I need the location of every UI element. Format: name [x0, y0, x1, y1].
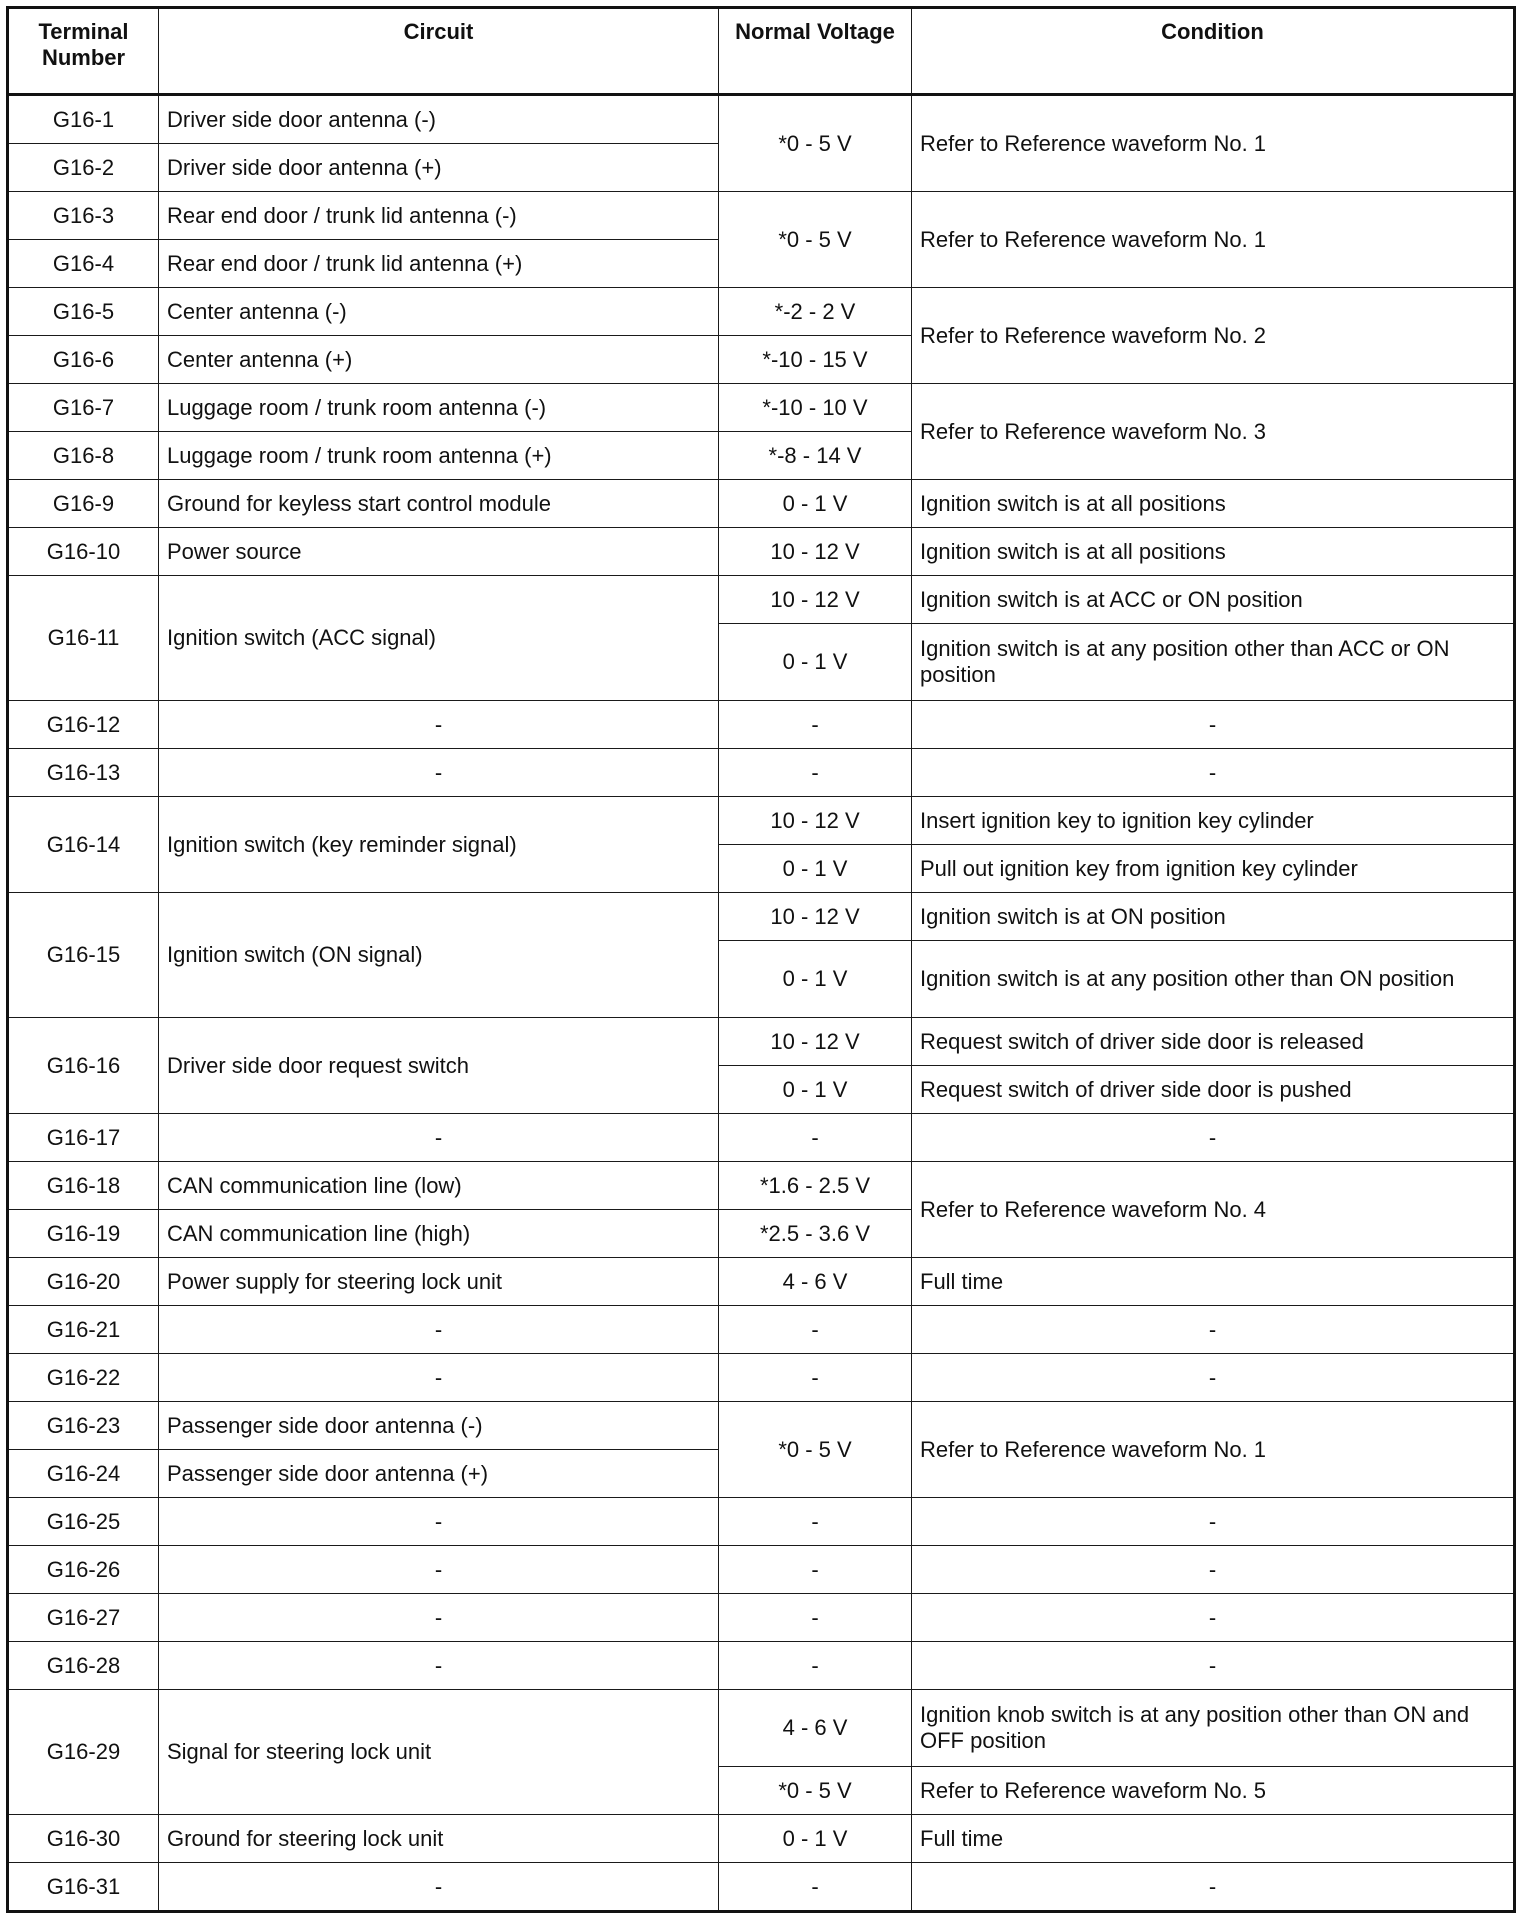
table-row: [8, 1162, 1515, 1210]
condition-cell: -: [912, 1354, 1515, 1402]
condition-cell: Ignition switch is at ACC or ON position: [912, 576, 1515, 624]
table-row: [8, 1546, 1515, 1594]
condition-cell: Refer to Reference waveform No. 3: [912, 384, 1515, 480]
header-normal-voltage: Normal Voltage: [719, 8, 912, 95]
circuit-cell: Ground for steering lock unit: [159, 1815, 719, 1863]
condition-cell: Refer to Reference waveform No. 2: [912, 288, 1515, 384]
terminal-cell: G16-21: [8, 1306, 159, 1354]
terminal-cell: G16-13: [8, 749, 159, 797]
terminal-cell: G16-28: [8, 1642, 159, 1690]
voltage-cell: 10 - 12 V: [719, 797, 912, 845]
table-row: [8, 192, 1515, 240]
terminal-cell: G16-3: [8, 192, 159, 240]
circuit-cell: -: [159, 1546, 719, 1594]
voltage-cell: 0 - 1 V: [719, 624, 912, 701]
terminal-cell: G16-19: [8, 1210, 159, 1258]
circuit-cell: Passenger side door antenna (-): [159, 1402, 719, 1450]
circuit-cell: Ignition switch (ACC signal): [159, 576, 719, 701]
terminal-cell: G16-30: [8, 1815, 159, 1863]
condition-cell: -: [912, 1642, 1515, 1690]
circuit-cell: Center antenna (-): [159, 288, 719, 336]
header-circuit: Circuit: [159, 8, 719, 95]
terminal-cell: G16-27: [8, 1594, 159, 1642]
terminal-cell: G16-15: [8, 893, 159, 1018]
circuit-cell: Driver side door antenna (+): [159, 144, 719, 192]
terminal-cell: G16-23: [8, 1402, 159, 1450]
condition-cell: Refer to Reference waveform No. 1: [912, 192, 1515, 288]
table-row: [8, 528, 1515, 576]
table-row: [8, 1498, 1515, 1546]
voltage-cell: -: [719, 1546, 912, 1594]
table-row: [8, 576, 1515, 624]
circuit-cell: -: [159, 749, 719, 797]
voltage-cell: -: [719, 1863, 912, 1912]
voltage-cell: -: [719, 1594, 912, 1642]
condition-cell: Ignition switch is at all positions: [912, 528, 1515, 576]
terminal-cell: G16-1: [8, 95, 159, 144]
voltage-cell: 10 - 12 V: [719, 576, 912, 624]
terminal-cell: G16-2: [8, 144, 159, 192]
condition-cell: Full time: [912, 1815, 1515, 1863]
voltage-cell: 4 - 6 V: [719, 1690, 912, 1767]
circuit-cell: Center antenna (+): [159, 336, 719, 384]
table-row: [8, 749, 1515, 797]
condition-cell: -: [912, 1498, 1515, 1546]
condition-cell: Full time: [912, 1258, 1515, 1306]
condition-cell: Ignition switch is at any position other than ACC or ON position: [912, 624, 1515, 701]
table-row: [8, 95, 1515, 144]
table-row: [8, 384, 1515, 432]
circuit-cell: Power supply for steering lock unit: [159, 1258, 719, 1306]
condition-cell: -: [912, 1594, 1515, 1642]
condition-cell: Refer to Reference waveform No. 1: [912, 95, 1515, 192]
terminal-cell: G16-18: [8, 1162, 159, 1210]
terminal-cell: G16-26: [8, 1546, 159, 1594]
voltage-cell: -: [719, 1498, 912, 1546]
condition-cell: -: [912, 701, 1515, 749]
terminal-table-wrapper: [6, 6, 1516, 1913]
terminal-table: [6, 6, 1516, 1913]
condition-cell: -: [912, 1114, 1515, 1162]
terminal-cell: G16-29: [8, 1690, 159, 1815]
table-row: [8, 1402, 1515, 1450]
terminal-cell: G16-4: [8, 240, 159, 288]
condition-cell: -: [912, 1546, 1515, 1594]
voltage-cell: *0 - 5 V: [719, 1767, 912, 1815]
terminal-cell: G16-6: [8, 336, 159, 384]
circuit-cell: Rear end door / trunk lid antenna (+): [159, 240, 719, 288]
voltage-cell: -: [719, 1306, 912, 1354]
table-row: [8, 1642, 1515, 1690]
condition-cell: Ignition switch is at ON position: [912, 893, 1515, 941]
condition-cell: Ignition knob switch is at any position other than ON and OFF position: [912, 1690, 1515, 1767]
circuit-cell: Driver side door antenna (-): [159, 95, 719, 144]
terminal-cell: G16-7: [8, 384, 159, 432]
terminal-cell: G16-20: [8, 1258, 159, 1306]
voltage-cell: 0 - 1 V: [719, 1066, 912, 1114]
voltage-cell: *0 - 5 V: [719, 1402, 912, 1498]
condition-cell: Refer to Reference waveform No. 5: [912, 1767, 1515, 1815]
terminal-cell: G16-17: [8, 1114, 159, 1162]
circuit-cell: Luggage room / trunk room antenna (-): [159, 384, 719, 432]
voltage-cell: 0 - 1 V: [719, 941, 912, 1018]
condition-cell: Refer to Reference waveform No. 1: [912, 1402, 1515, 1498]
voltage-cell: *-2 - 2 V: [719, 288, 912, 336]
circuit-cell: -: [159, 701, 719, 749]
terminal-cell: G16-31: [8, 1863, 159, 1912]
condition-cell: -: [912, 749, 1515, 797]
condition-cell: Request switch of driver side door is released: [912, 1018, 1515, 1066]
terminal-cell: G16-24: [8, 1450, 159, 1498]
voltage-cell: *2.5 - 3.6 V: [719, 1210, 912, 1258]
header-condition: Condition: [912, 8, 1515, 95]
table-row: [8, 1114, 1515, 1162]
voltage-cell: -: [719, 1642, 912, 1690]
voltage-cell: -: [719, 1114, 912, 1162]
condition-cell: -: [912, 1863, 1515, 1912]
header-row: [8, 8, 1515, 95]
circuit-cell: -: [159, 1354, 719, 1402]
voltage-cell: *0 - 5 V: [719, 95, 912, 192]
circuit-cell: Luggage room / trunk room antenna (+): [159, 432, 719, 480]
circuit-cell: Power source: [159, 528, 719, 576]
circuit-cell: Rear end door / trunk lid antenna (-): [159, 192, 719, 240]
table-row: [8, 1863, 1515, 1912]
table-row: [8, 1815, 1515, 1863]
voltage-cell: *0 - 5 V: [719, 192, 912, 288]
table-row: [8, 1690, 1515, 1767]
table-row: [8, 1354, 1515, 1402]
table-row: [8, 797, 1515, 845]
voltage-cell: -: [719, 701, 912, 749]
table-row: [8, 480, 1515, 528]
circuit-cell: Passenger side door antenna (+): [159, 1450, 719, 1498]
circuit-cell: Ground for keyless start control module: [159, 480, 719, 528]
voltage-cell: 10 - 12 V: [719, 528, 912, 576]
condition-cell: Insert ignition key to ignition key cylinder: [912, 797, 1515, 845]
voltage-cell: -: [719, 749, 912, 797]
circuit-cell: -: [159, 1114, 719, 1162]
condition-cell: Pull out ignition key from ignition key cylinder: [912, 845, 1515, 893]
voltage-cell: *-10 - 15 V: [719, 336, 912, 384]
table-row: [8, 1018, 1515, 1066]
condition-cell: -: [912, 1306, 1515, 1354]
condition-cell: Refer to Reference waveform No. 4: [912, 1162, 1515, 1258]
terminal-cell: G16-14: [8, 797, 159, 893]
header-terminal-number: Terminal Number: [8, 8, 159, 95]
table-row: [8, 1258, 1515, 1306]
voltage-cell: 4 - 6 V: [719, 1258, 912, 1306]
circuit-cell: -: [159, 1594, 719, 1642]
voltage-cell: -: [719, 1354, 912, 1402]
circuit-cell: -: [159, 1306, 719, 1354]
terminal-cell: G16-16: [8, 1018, 159, 1114]
terminal-cell: G16-25: [8, 1498, 159, 1546]
table-row: [8, 1306, 1515, 1354]
terminal-cell: G16-8: [8, 432, 159, 480]
terminal-cell: G16-22: [8, 1354, 159, 1402]
voltage-cell: *-8 - 14 V: [719, 432, 912, 480]
voltage-cell: *-10 - 10 V: [719, 384, 912, 432]
circuit-cell: Driver side door request switch: [159, 1018, 719, 1114]
terminal-cell: G16-9: [8, 480, 159, 528]
circuit-cell: Signal for steering lock unit: [159, 1690, 719, 1815]
terminal-cell: G16-5: [8, 288, 159, 336]
voltage-cell: 0 - 1 V: [719, 845, 912, 893]
circuit-cell: CAN communication line (high): [159, 1210, 719, 1258]
voltage-cell: *1.6 - 2.5 V: [719, 1162, 912, 1210]
terminal-cell: G16-12: [8, 701, 159, 749]
table-row: [8, 893, 1515, 941]
condition-cell: Ignition switch is at all positions: [912, 480, 1515, 528]
condition-cell: Request switch of driver side door is pushed: [912, 1066, 1515, 1114]
table-row: [8, 1594, 1515, 1642]
circuit-cell: -: [159, 1642, 719, 1690]
circuit-cell: CAN communication line (low): [159, 1162, 719, 1210]
voltage-cell: 0 - 1 V: [719, 480, 912, 528]
terminal-cell: G16-10: [8, 528, 159, 576]
condition-cell: Ignition switch is at any position other than ON position: [912, 941, 1515, 1018]
circuit-cell: -: [159, 1498, 719, 1546]
circuit-cell: -: [159, 1863, 719, 1912]
terminal-cell: G16-11: [8, 576, 159, 701]
circuit-cell: Ignition switch (ON signal): [159, 893, 719, 1018]
voltage-cell: 10 - 12 V: [719, 893, 912, 941]
voltage-cell: 0 - 1 V: [719, 1815, 912, 1863]
table-row: [8, 701, 1515, 749]
voltage-cell: 10 - 12 V: [719, 1018, 912, 1066]
table-row: [8, 288, 1515, 336]
circuit-cell: Ignition switch (key reminder signal): [159, 797, 719, 893]
